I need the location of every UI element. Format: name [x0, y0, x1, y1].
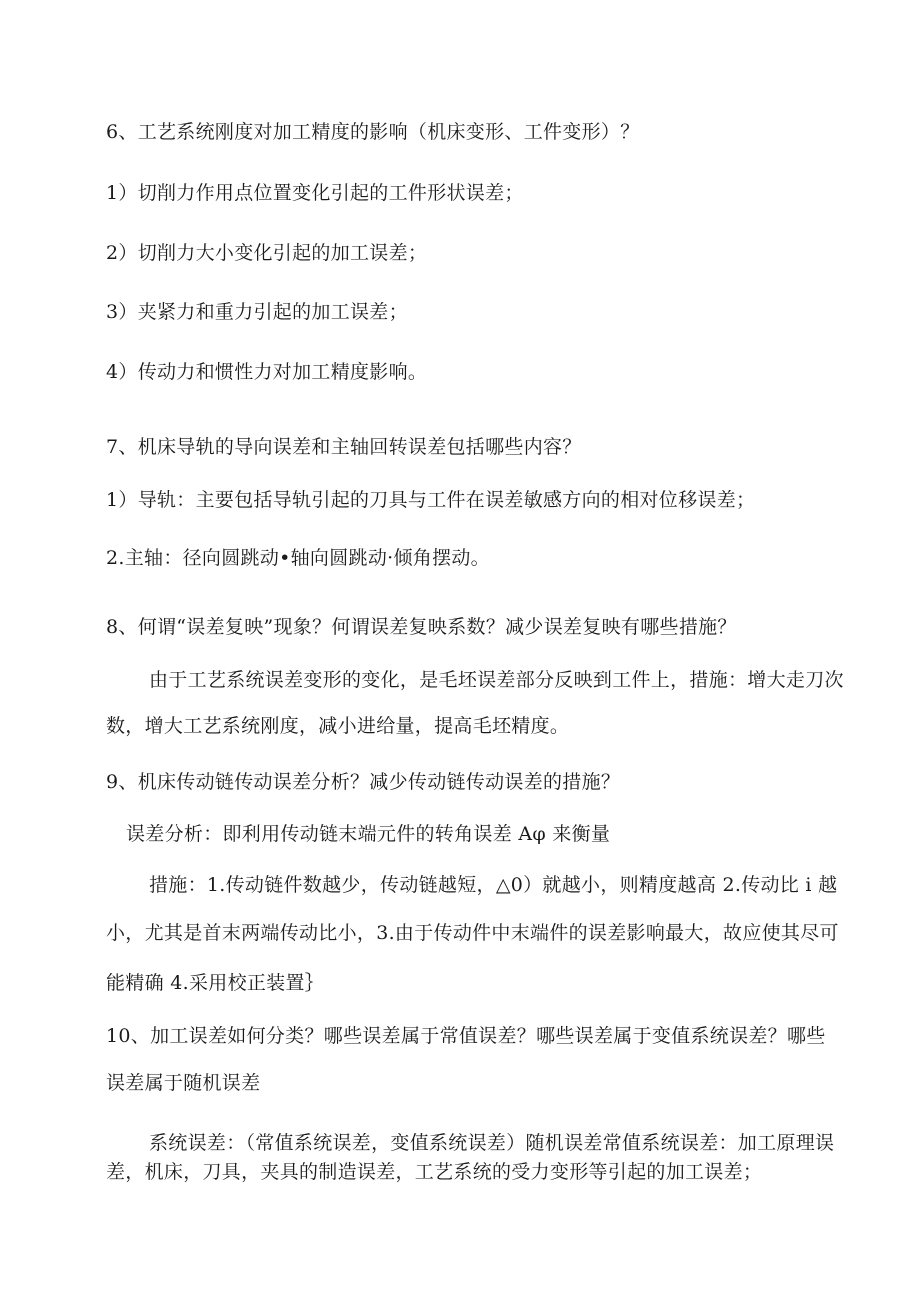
q6-item-2: 2）切削力大小变化引起的加工误差； [106, 242, 428, 264]
question-10-heading: 10、加工误差如何分类？哪些误差属于常值误差？哪些误差属于变值系统误差？哪些 [106, 1025, 826, 1047]
q8-answer-line-1: 由于工艺系统误差变形的变化，是毛坯误差部分反映到工件上，措施：增大走刀次 [149, 669, 844, 691]
q9-measures-line-2: 小，尤其是首末两端传动比小，3.由于传动件中末端件的误差影响最大，故应使其尽可 [106, 922, 839, 944]
q9-measures-line-3: 能精确 4.采用校正装置｝ [106, 972, 325, 994]
q10-answer-line-1: 系统误差：（常值系统误差，变值系统误差）随机误差常值系统误差：加工原理误 [149, 1132, 835, 1154]
question-9-heading: 9、机床传动链传动误差分析？减少传动链传动误差的措施？ [106, 771, 621, 793]
q9-measures-line-1: 措施：1.传动链件数越少，传动链越短，△0）就越小，则精度越高 2.传动比 i 越 [149, 874, 838, 896]
q6-item-1: 1）切削力作用点位置变化引起的工件形状误差； [106, 182, 524, 204]
q7-item-1: 1）导轨：主要包括导轨引起的刀具与工件在误差敏感方向的相对位移误差； [106, 489, 756, 511]
q9-analysis: 误差分析：即利用传动链末端元件的转角误差 Aφ 来衡量 [126, 823, 611, 845]
question-8-heading: 8、何谓“误差复映”现象？何谓误差复映系数？减少误差复映有哪些措施？ [106, 616, 737, 638]
question-10-heading-cont: 误差属于随机误差 [106, 1072, 261, 1094]
question-7-heading: 7、机床导轨的导向误差和主轴回转误差包括哪些内容？ [106, 436, 582, 458]
q6-item-4: 4）传动力和惯性力对加工精度影响。 [106, 361, 428, 383]
q7-item-2: 2.主轴：径向圆跳动•轴向圆跳动·倾角摆动。 [106, 547, 490, 569]
q10-answer-line-2: 差，机床，刀具，夹具的制造误差，工艺系统的受力变形等引起的加工误差； [106, 1161, 763, 1183]
question-6-heading: 6、工艺系统刚度对加工精度的影响（机床变形、工件变形）？ [106, 121, 640, 143]
q8-answer-line-2: 数，增大工艺系统刚度，减小进给量，提高毛坯精度。 [106, 715, 570, 737]
q6-item-3: 3）夹紧力和重力引起的加工误差； [106, 301, 408, 323]
